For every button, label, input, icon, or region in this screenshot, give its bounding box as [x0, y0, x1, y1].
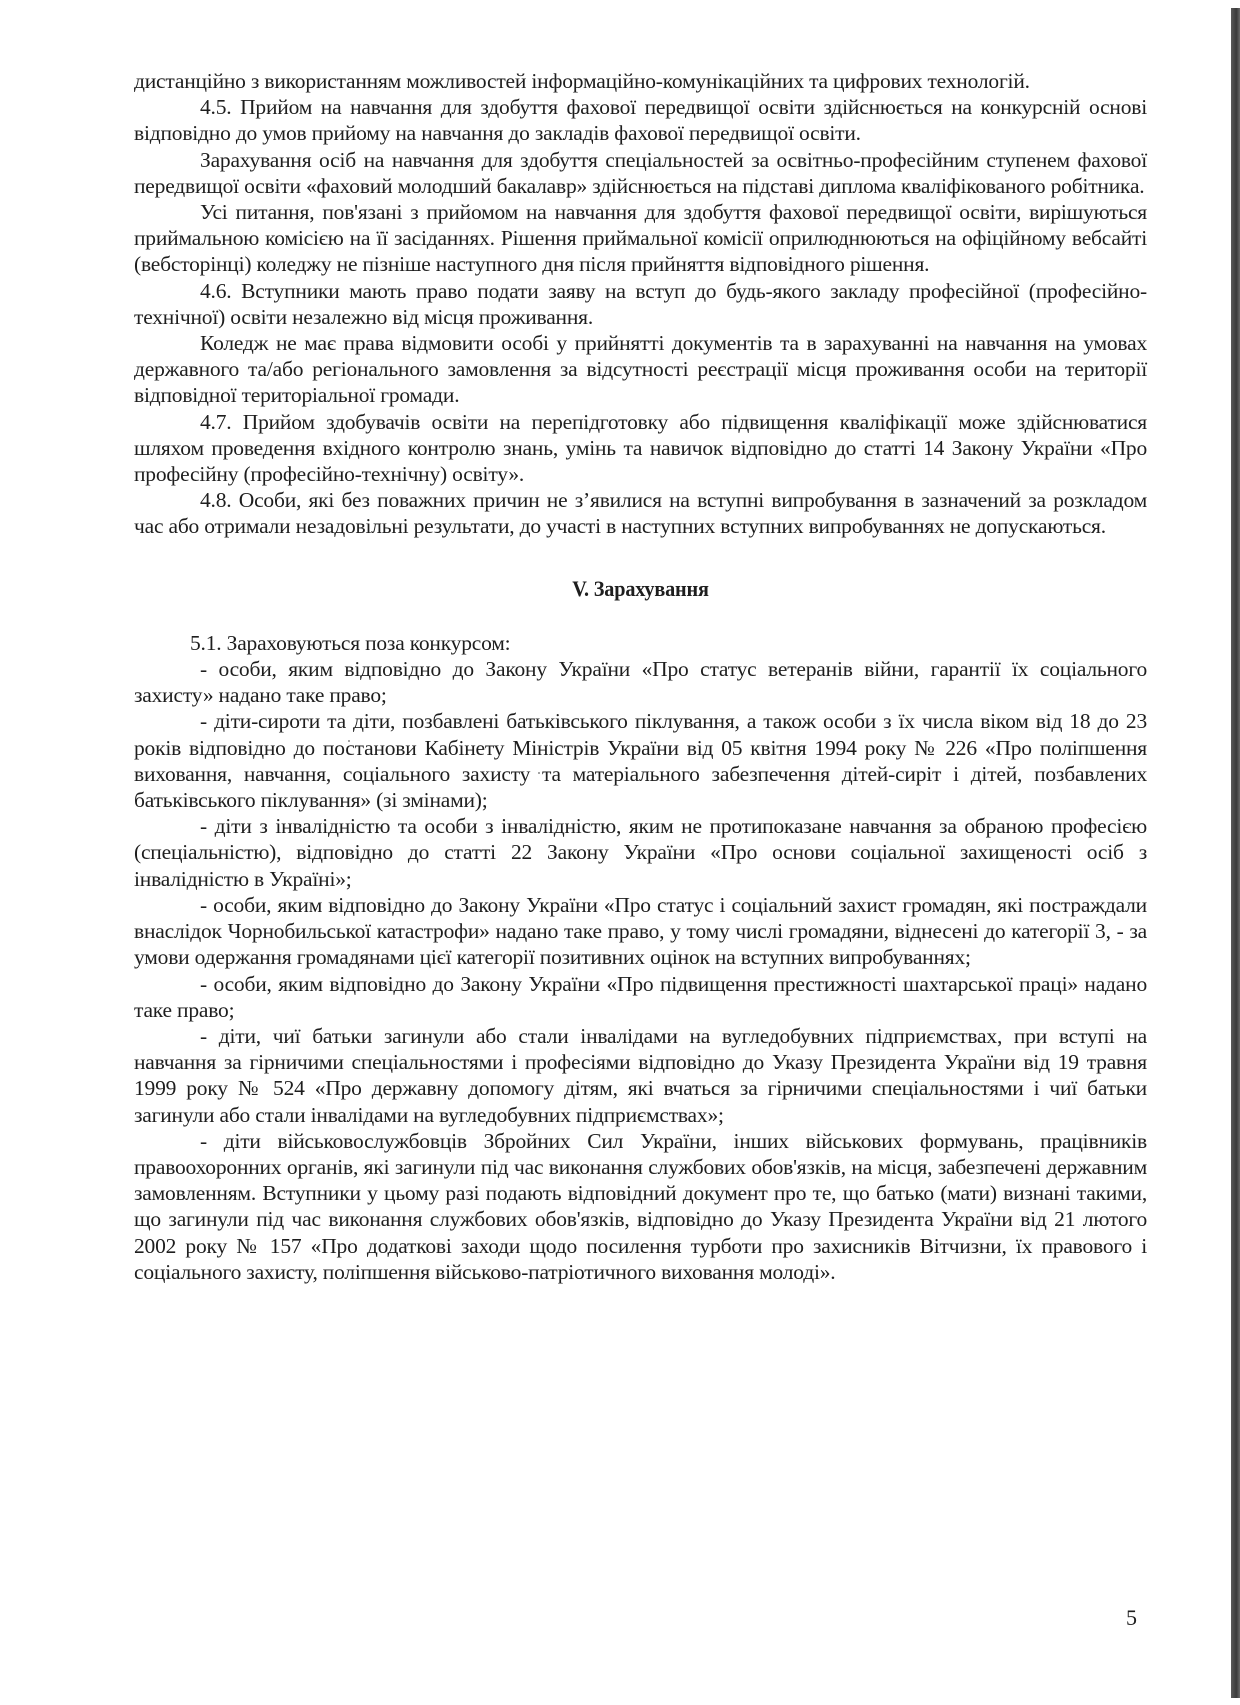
- paragraph-continuation: дистанційно з використанням можливостей інформаційно-комунікаційних та цифрових технологій.: [134, 69, 1030, 93]
- paragraph-4-5: 4.5. Прийом на навчання для здобуття фахової передвищої освіти здійснюється на конкурсній основі відповідно до умов прийому на навчання до закладів фахової передвищої освіти.: [134, 95, 1147, 146]
- page-number: 5: [1126, 1605, 1137, 1630]
- document-page: [134, 68, 1147, 1285]
- top-paragraphs: [134, 68, 1147, 540]
- paragraph-4-6: 4.6. Вступники мають право подати заяву на вступ до будь-якого закладу професійної (професійно-технічної) освіти незалежно від місця проживання.: [134, 278, 1147, 329]
- scan-edge: [1231, 8, 1240, 1698]
- paragraph-4-8: 4.8. Особи, які без поважних причин не з’явилися на вступні випробування в зазначений за розкладом час або отримали незадовільні результати, до участі в наступних вступних випробуваннях не допускаються.: [134, 488, 1147, 539]
- list-item-chornobyl: - особи, яким відповідно до Закону України «Про статус і соціальний захист громадян, які постраждали внаслідок Чорнобильської катастрофи» надано таке право, у тому числі громадяни, віднесені до категорії 3, - за умови одержання громадянами цієї категорії позитивних оцінок на вступних випробуваннях;: [134, 892, 1147, 970]
- paragraph-4-7: 4.7. Прийом здобувачів освіти на перепідготовку або підвищення кваліфікації може здійснюватися шляхом проведення вхідного контролю знань, умінь та навичок відповідно до статті 14 Закону України «Про професійну (професійно-технічну) освіту».: [134, 409, 1147, 487]
- paragraph-5-1: 5.1. Зараховуються поза конкурсом:: [190, 630, 511, 655]
- list-item-miners: - особи, яким відповідно до Закону України «Про підвищення престижності шахтарської праці» надано таке право;: [134, 971, 1147, 1022]
- bottom-paragraphs: [134, 630, 1147, 1285]
- paragraph-4-5-enrollment: Зарахування осіб на навчання для здобуття спеціальностей за освітньо-професійним ступенем фахової передвищої освіти «фаховий молодший бакалавр» здійснюється на підставі диплома кваліфікованого робітника.: [134, 147, 1147, 198]
- paragraph-4-6-registration: Коледж не має права відмовити особі у прийнятті документів та в зарахуванні на навчання на умовах державного та/або регіонального замовлення за відсутності реєстрації місця проживання особи на території відповідної територіальної громади.: [134, 331, 1147, 408]
- heading-spacer: [134, 602, 1147, 630]
- section-heading: V. Зарахування: [572, 575, 709, 601]
- list-item-disability: - діти з інвалідністю та особи з інвалідністю, яким не протипоказане навчання за обраною професією (спеціальністю), відповідно до статті 22 Закону України «Про основи соціальної захищеності осіб з інвалідністю в Україні»;: [134, 814, 1147, 891]
- list-item-military-children: - діти військовослужбовців Збройних Сил України, інших військових формувань, працівників правоохоронних органів, які загинули під час виконання службових обов'язків, на місця, забезпечені державним замовленням. Вступники у цьому разі подають відповідний документ про те, що батько (мати) визнані такими, що загинули під час виконання службових обов'язків, відповідно до Указу Президента України від 21 лютого 2002 року № 157 «Про додаткові заходи щодо посилення турботи про захисників Вітчизни, їх правового і соціального захисту, поліпшення військово-патріотичного виховання молоді».: [134, 1128, 1147, 1284]
- list-item-orphans: - діти-сироти та діти, позбавлені батьківського піклування, а також особи з їх числа віком від 18 до 23 років відповідно до постанови Кабінету Міністрів України від 05 квітня 1994 року № 226 «Про поліпшення виховання, навчання, соціального захисту та матеріального забезпечення дітей-сиріт і дітей, позбавлених батьківського піклування» (зі змінами);: [134, 709, 1147, 813]
- list-item-veterans: - особи, яким відповідно до Закону України «Про статус ветеранів війни, гарантії їх соціального захисту» надано таке право;: [134, 657, 1147, 708]
- list-item-miners-children: - діти, чиї батьки загинули або стали інвалідами на вугледобувних підприємствах, при вступі на навчання за гірничими спеціальностями і професіями відповідно до Указу Президента України від 19 травня 1999 року № 524 «Про державну допомогу дітям, які вчаться за гірничими спеціальностями і чиї батьки загинули або стали інвалідами на вугледобувних підприємствах»;: [134, 1023, 1147, 1127]
- paragraph-4-5-commission: Усі питання, пов'язані з прийомом на навчання для здобуття фахової передвищої освіти, вирішуються приймальною комісією на її засіданнях. Рішення приймальної комісії оприлюднюються на офіційному вебсайті (вебсторінці) коледжу не пізніше наступного дня після прийняття відповідного рішення.: [134, 200, 1147, 277]
